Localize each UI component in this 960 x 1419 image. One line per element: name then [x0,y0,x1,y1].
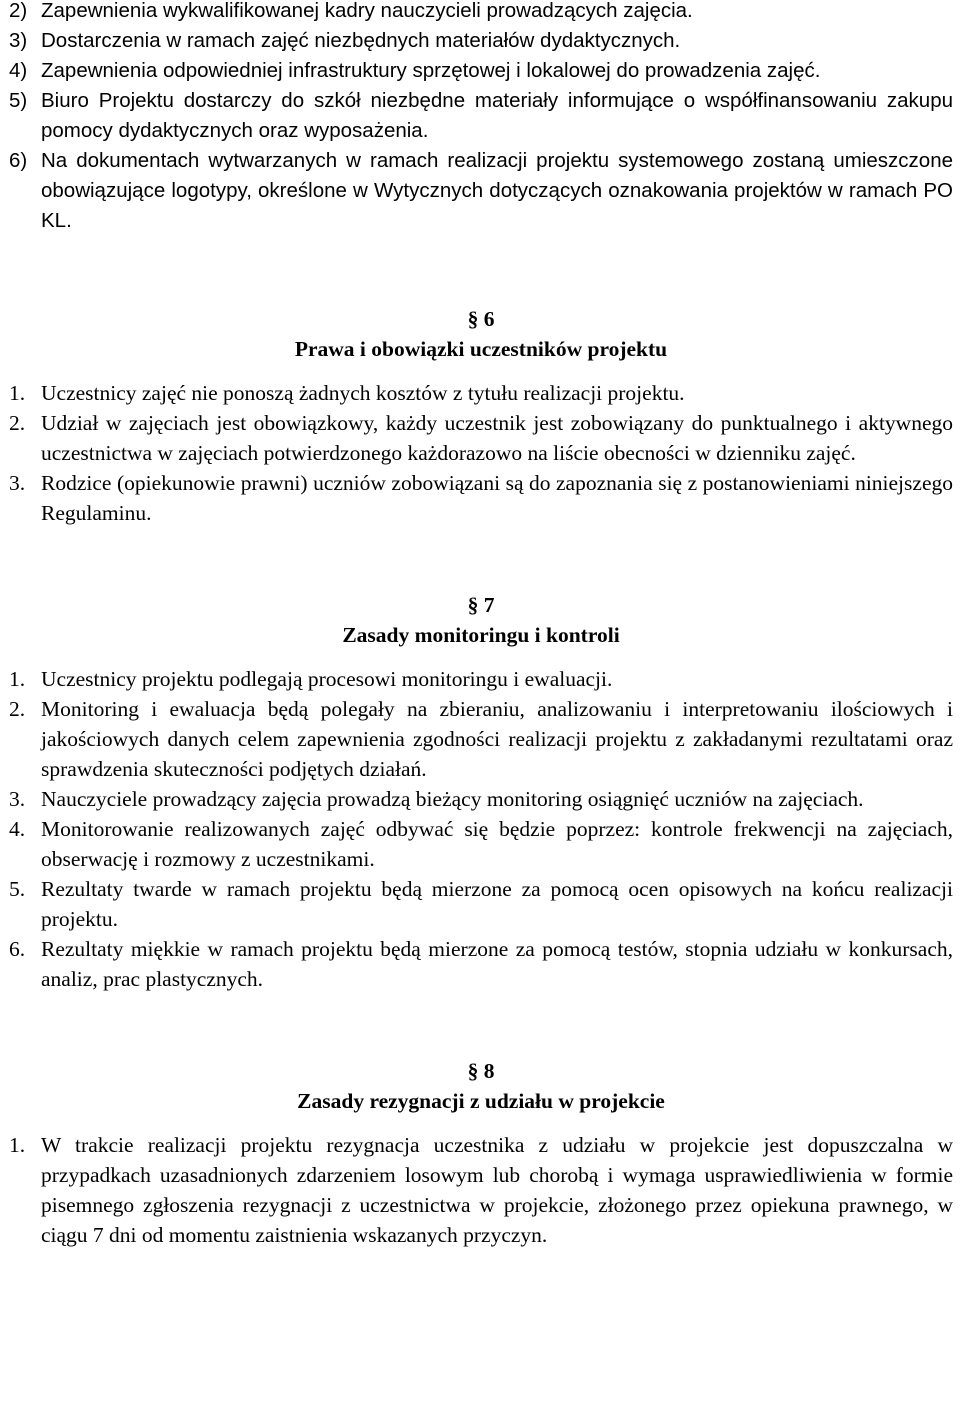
item-text: Nauczyciele prowadzący zajęcia prowadzą bieżący monitoring osiągnięć uczniów na zajęciach. [41,787,864,811]
section-7-list [9,664,953,994]
section-8-heading [9,1056,953,1086]
item-text: Rodzice (opiekunowie prawni) uczniów zobowiązani są do zapoznania się z postanowieniami niniejszego Regulaminu. [41,471,953,525]
item-number: 6) [9,149,28,172]
item-text: W trakcie realizacji projektu rezygnacja uczestnika z udziału w projekcie jest dopuszczalna w przypadkach uzasadnionych zdarzeniem losowym lub chorobą i wymaga usprawiedliwienia w formie pisemnego zgłoszenia rezygnacji z uczestnictwa w projekcie, złożonego przez opiekuna prawnego, w ciągu 7 dni od momentu zaistnienia wskazanych przyczyn. [41,1133,953,1247]
section-6-heading [9,304,953,334]
item-number: 1. [9,381,26,405]
list-item [9,664,953,694]
item-text: Na dokumentach wytwarzanych w ramach realizacji projektu systemowego zostaną umieszczone obowiązujące logotypy, określone w Wytycznych dotyczących oznakowania projektów w ramach PO KL. [41,149,953,232]
item-number: 1. [9,1133,26,1157]
list-item [9,784,953,814]
section-6-list [9,378,953,528]
item-number: 4. [9,817,26,841]
item-text: Rezultaty miękkie w ramach projektu będą mierzone za pomocą testów, stopnia udziału w konkursach, analiz, prac plastycznych. [41,937,953,991]
item-number: 1. [9,667,26,691]
section-number: 6 [483,307,495,331]
section-6 [9,304,953,528]
item-text: Zapewnienia odpowiedniej infrastruktury sprzętowej i lokalowej do prowadzenia zajęć. [41,59,821,82]
section-number: 7 [483,593,495,617]
item-number: 2. [9,411,26,435]
list-item [9,468,953,528]
list-item [9,694,953,784]
list-item [9,0,953,26]
list-item [9,1130,953,1250]
item-number: 2) [9,0,28,22]
list-item [9,408,953,468]
section-6-title: Prawa i obowiązki uczestników projektu [294,337,668,361]
item-number: 4) [9,59,28,82]
item-number: 3. [9,471,26,495]
list-item [9,86,953,146]
section-7-heading [9,590,953,620]
paragraph-sign: § [467,593,479,617]
item-number: 3) [9,29,28,52]
item-number: 5. [9,877,26,901]
item-number: 6. [9,937,26,961]
item-text: Biuro Projektu dostarczy do szkół niezbędne materiały informujące o współfinansowaniu zakupu pomocy dydaktycznych oraz wyposażenia. [41,89,953,142]
list-item [9,814,953,874]
item-text: Monitoring i ewaluacja będą polegały na zbieraniu, analizowaniu i interpretowaniu ilościowych i jakościowych danych celem zapewnienia zgodności realizacji projektu z zakładanymi rezultatami oraz sprawdzenia skuteczności podjętych działań. [41,697,953,781]
item-text: Uczestnicy zajęć nie ponoszą żadnych kosztów z tytułu realizacji projektu. [41,381,685,405]
section-8-title: Zasady rezygnacji z udziału w projekcie [297,1089,665,1113]
list-item [9,26,953,56]
section-number: 8 [483,1059,495,1083]
item-number: 5) [9,89,28,112]
item-text: Rezultaty twarde w ramach projektu będą mierzone za pomocą ocen opisowych na końcu realizacji projektu. [41,877,953,931]
item-text: Monitorowanie realizowanych zajęć odbywać się będzie poprzez: kontrole frekwencji na zajęciach, obserwację i rozmowy z uczestnikami. [41,817,953,871]
item-text: Udział w zajęciach jest obowiązkowy, każdy uczestnik jest zobowiązany do punktualnego i aktywnego uczestnictwa w zajęciach potwierdzonego każdorazowo na liście obecności w dzienniku zajęć. [41,411,953,465]
item-text: Dostarczenia w ramach zajęć niezbędnych materiałów dydaktycznych. [41,29,681,52]
list-item [9,146,953,236]
item-number: 2. [9,697,26,721]
section-7-title: Zasady monitoringu i kontroli [342,623,620,647]
list-item [9,56,953,86]
item-number: 3. [9,787,26,811]
item-text: Uczestnicy projektu podlegają procesowi monitoringu i ewaluacji. [41,667,613,691]
paragraph-sign: § [467,307,479,331]
list-item [9,934,953,994]
section-7 [9,590,953,994]
section-8-list [9,1130,953,1250]
list-item [9,874,953,934]
section-8 [9,1056,953,1250]
paragraph-sign: § [467,1059,479,1083]
top-numbered-list [9,0,953,236]
item-text: Zapewnienia wykwalifikowanej kadry nauczycieli prowadzących zajęcia. [41,0,693,22]
list-item [9,378,953,408]
